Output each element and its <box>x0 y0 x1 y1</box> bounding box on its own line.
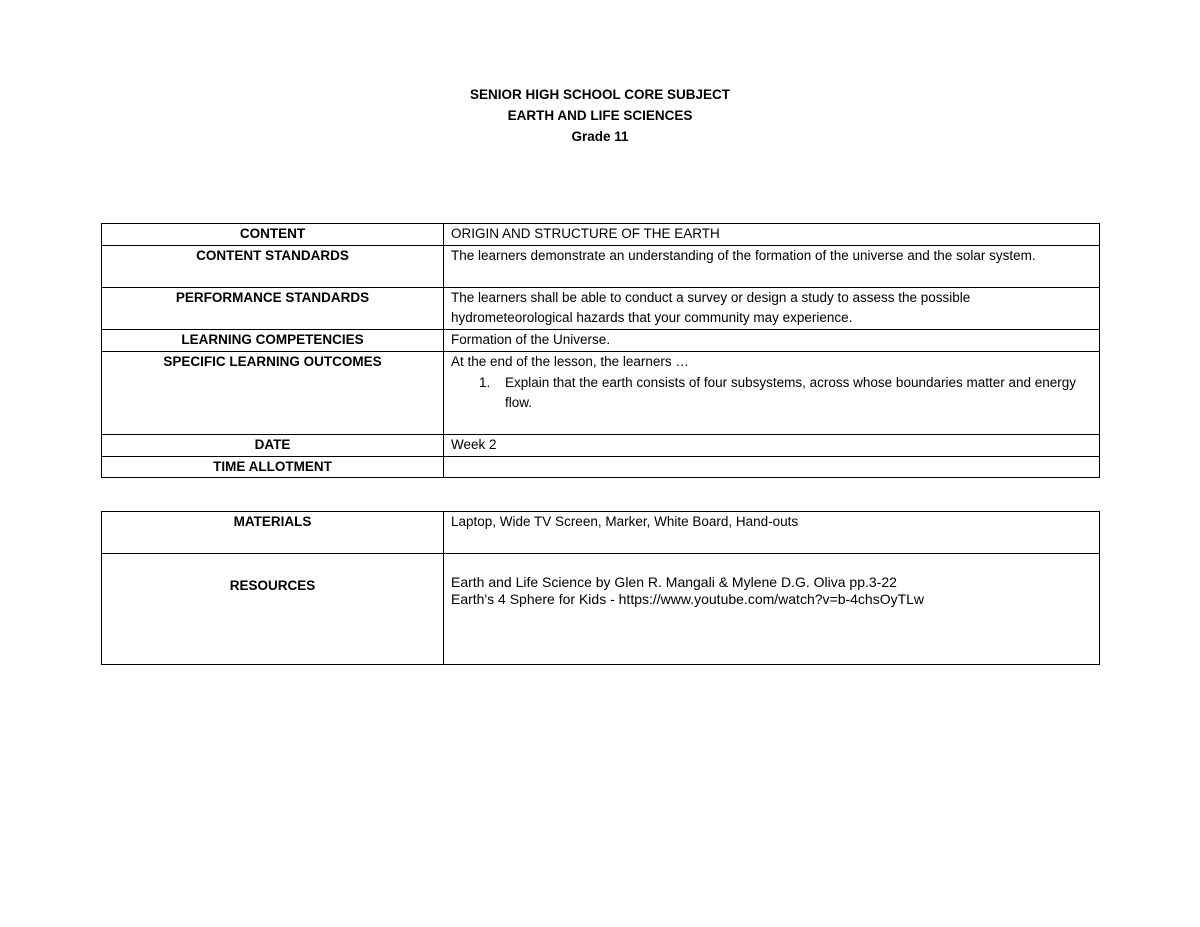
resource-book: Earth and Life Science by Glen R. Mangali & Mylene D.G. Oliva pp.3-22 <box>451 574 897 590</box>
document-header <box>0 84 1200 147</box>
table-row-performance-standards <box>102 287 1100 329</box>
table-row-content-standards <box>102 245 1100 287</box>
table-row-date <box>102 434 1100 456</box>
time-allotment-label: TIME ALLOTMENT <box>102 456 444 478</box>
specific-outcomes-label: SPECIFIC LEARNING OUTCOMES <box>102 351 444 434</box>
learning-competencies-value: Formation of the Universe. <box>444 330 1100 352</box>
date-value: Week 2 <box>444 434 1100 456</box>
performance-standards-label: PERFORMANCE STANDARDS <box>102 287 444 329</box>
time-allotment-value <box>444 456 1100 478</box>
materials-value: Laptop, Wide TV Screen, Marker, White Board, Hand-outs <box>444 512 1100 554</box>
outcome-text: Explain that the earth consists of four subsystems, across whose boundaries matter and energy flow. <box>505 374 1077 411</box>
resources-label <box>102 554 444 665</box>
table-row-time-allotment <box>102 456 1100 478</box>
resources-value <box>444 554 1100 665</box>
date-label: DATE <box>102 434 444 456</box>
table-row-materials <box>102 512 1100 554</box>
materials-label: MATERIALS <box>102 512 444 554</box>
content-value: ORIGIN AND STRUCTURE OF THE EARTH <box>444 224 1100 246</box>
content-standards-value: The learners demonstrate an understanding of the formation of the universe and the solar system. <box>444 245 1100 287</box>
lesson-plan-table <box>101 223 1100 478</box>
resource-video: Earth's 4 Sphere for Kids - https://www.youtube.com/watch?v=b-4chsOyTLw <box>451 591 925 607</box>
table-row-learning-competencies <box>102 330 1100 352</box>
header-subject-name: EARTH AND LIFE SCIENCES <box>507 108 693 123</box>
list-item <box>479 373 1092 414</box>
resources-label-text: RESOURCES <box>229 578 316 593</box>
learning-competencies-label: LEARNING COMPETENCIES <box>102 330 444 352</box>
outcome-list <box>451 373 1092 414</box>
performance-standards-value: The learners shall be able to conduct a survey or design a study to assess the possible hydrometeorological hazards that your community may experience. <box>444 287 1100 329</box>
specific-outcomes-value <box>444 351 1100 434</box>
outcome-number: 1. <box>479 374 491 390</box>
header-grade: Grade 11 <box>571 129 629 144</box>
content-label: CONTENT <box>102 224 444 246</box>
specific-outcomes-intro: At the end of the lesson, the learners … <box>451 353 689 369</box>
table-row-content <box>102 224 1100 246</box>
materials-table <box>101 511 1100 665</box>
table-row-specific-outcomes <box>102 351 1100 434</box>
header-subject-type: SENIOR HIGH SCHOOL CORE SUBJECT <box>469 87 731 102</box>
table-row-resources <box>102 554 1100 665</box>
content-standards-label: CONTENT STANDARDS <box>102 245 444 287</box>
